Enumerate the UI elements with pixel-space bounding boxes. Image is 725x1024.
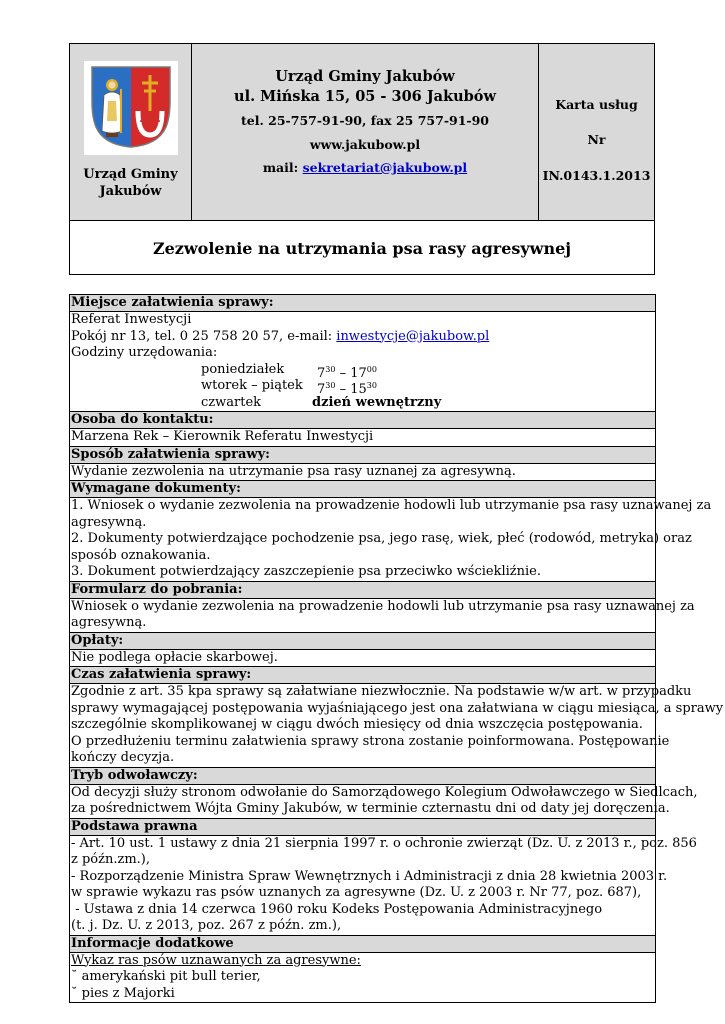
contact-line	[71, 329, 655, 346]
hours-time: $7^{30} - 17^{00}$	[317, 364, 377, 381]
fee-text: Nie podlega opłacie skarbowej.	[71, 649, 278, 665]
department-email-link[interactable]: inwestycje@jakubow.pl	[336, 328, 490, 344]
document-line: 2. Dokumenty potwierdzające pochodzenie psa, jego rasę, wiek, płeć (rodowód, metryka) oraz	[71, 531, 692, 546]
internal-day-note: dzień wewnętrzny	[312, 394, 442, 410]
coat-of-arms-icon	[84, 61, 178, 155]
hours-time: $7^{30} - 15^{30}$	[317, 381, 377, 397]
hours-day: wtorek – piątek	[201, 378, 303, 393]
section-body-informacje	[70, 953, 655, 1003]
service-card-table	[69, 294, 724, 1003]
office-hours-label: Godziny urzędowania:	[71, 345, 218, 360]
document-title: Zezwolenie na utrzymania psa rasy agresywnej	[152, 239, 572, 258]
hours-row-thursday	[71, 395, 655, 412]
section-heading-tryb: Tryb odwoławczy:	[70, 768, 655, 785]
logo-caption	[70, 166, 191, 200]
legal-basis-line: - Ustawa z dnia 14 czerwca 1960 roku Kodeks Postępowania Administracyjnego	[71, 901, 603, 917]
document-line: agresywną.	[71, 514, 147, 530]
form-line: agresywną.	[71, 615, 147, 630]
card-info-cell	[539, 44, 654, 220]
section-body-miejsce	[70, 312, 655, 412]
office-info-cell	[192, 44, 539, 220]
hours-day: poniedziałek	[201, 361, 285, 377]
document-line: sposób oznakowania.	[71, 547, 211, 563]
time-line: Zgodnie z art. 35 kpa sprawy są załatwiane niezwłocznie. Na podstawie w/w art. w przypadku	[71, 684, 692, 699]
section-body-podstawa	[70, 835, 697, 936]
hours-row	[71, 362, 655, 379]
breed-item: ˘ amerykański pit bull terier,	[71, 969, 261, 984]
document-line: 1. Wniosek o wydanie zezwolenia na prowadzenie hodowli lub utrzymanie psa rasy uznawanej za	[71, 498, 712, 513]
section-body-czas	[70, 684, 724, 768]
section-body-oplaty	[70, 650, 655, 668]
section-body-sposob	[70, 464, 655, 482]
header-box	[69, 43, 655, 275]
breeds-list-title: Wykaz ras psów uznawanych za agresywne:	[71, 952, 361, 968]
contact-prefix: Pokój nr 13, tel. 0 25 758 20 57, e-mail:	[71, 328, 337, 344]
section-heading-oplaty: Opłaty:	[70, 633, 655, 650]
office-phone: tel. 25-757-91-90, fax 25 757-91-90	[240, 113, 489, 128]
office-website[interactable]: www.jakubow.pl	[309, 137, 421, 152]
header-top-row	[70, 44, 654, 221]
legal-basis-line: - Rozporządzenie Ministra Spraw Wewnętrznych i Administracji z dnia 28 kwietnia 2003 r.	[71, 868, 668, 884]
hours-row	[71, 378, 655, 395]
number-label: Nr	[587, 132, 606, 147]
section-heading-osoba: Osoba do kontaktu:	[70, 412, 655, 429]
card-label: Karta usług	[555, 97, 638, 112]
appeal-line: Od decyzji służy stronom odwołanie do Samorządowego Kolegium Odwoławczego w Siedlcach,	[71, 784, 698, 800]
section-heading-dokumenty: Wymagane dokumenty:	[70, 481, 655, 498]
time-line: O przedłużeniu terminu załatwienia sprawy strona zostanie poinformowana. Postępowanie	[71, 733, 670, 749]
appeal-line: za pośrednictwem Wójta Gminy Jakubów, w terminie czternastu dni od daty jej doręczenia.	[71, 801, 670, 816]
legal-basis-line: - Art. 10 ust. 1 ustawy z dnia 21 sierpnia 1997 r. o ochronie zwierząt (Dz. U. z 2013 r., poz. 856	[71, 835, 697, 851]
section-body-tryb	[70, 784, 698, 819]
logo-caption-line1: Urząd Gminy	[83, 167, 178, 182]
legal-basis-line: (t. j. Dz. U. z 2013, poz. 267 z późn. zm.),	[71, 918, 342, 933]
office-address: ul. Mińska 15, 05 - 306 Jakubów	[234, 88, 496, 105]
department-name: Referat Inwestycji	[71, 312, 192, 327]
time-line: kończy decyzja.	[71, 750, 175, 765]
card-number: IN.0143.1.2013	[542, 168, 651, 183]
section-heading-czas: Czas załatwienia sprawy:	[70, 667, 655, 684]
logo-caption-line2: Jakubów	[99, 184, 162, 199]
breed-item: ˘ pies z Majorki	[71, 985, 175, 1001]
procedure-text: Wydanie zezwolenia na utrzymanie psa rasy uznanej za agresywną.	[71, 463, 516, 479]
mail-label: mail:	[262, 160, 303, 175]
mail-link[interactable]: sekretariat@jakubow.pl	[302, 160, 468, 175]
contact-person: Marzena Rek – Kierownik Referatu Inwestycji	[71, 429, 374, 444]
section-heading-miejsce: Miejsce załatwienia sprawy:	[70, 295, 655, 312]
legal-basis-line: w sprawie wykazu ras psów uznanych za agresywne (Dz. U. z 2003 r. Nr 77, poz. 687),	[71, 885, 642, 900]
document-line: 3. Dokument potwierdzający zaszczepienie psa przeciwko wściekliźnie.	[71, 564, 541, 579]
hours-day: czwartek	[201, 394, 262, 410]
section-heading-podstawa: Podstawa prawna	[70, 819, 655, 836]
legal-basis-line: z późn.zm.),	[71, 852, 150, 867]
section-body-dokumenty	[70, 498, 712, 582]
office-mail	[192, 160, 538, 175]
section-heading-informacje: Informacje dodatkowe	[70, 936, 655, 953]
logo-cell	[70, 44, 192, 220]
time-line: sprawy wymagającej postępowania wyjaśniającego jest ona załatwiana w ciągu miesiąca, a sprawy	[71, 700, 724, 716]
time-line: szczególnie skomplikowanej w ciągu dwóch miesięcy od dnia wszczęcia postępowania.	[71, 717, 643, 732]
section-body-formularz	[70, 598, 695, 633]
section-heading-formularz: Formularz do pobrania:	[70, 582, 655, 599]
office-name: Urząd Gminy Jakubów	[275, 68, 455, 85]
form-line: Wniosek o wydanie zezwolenia na prowadzenie hodowli lub utrzymanie psa rasy uznawanej za	[71, 598, 695, 614]
section-body-osoba	[70, 429, 655, 447]
section-heading-sposob: Sposób załatwienia sprawy:	[70, 447, 655, 464]
